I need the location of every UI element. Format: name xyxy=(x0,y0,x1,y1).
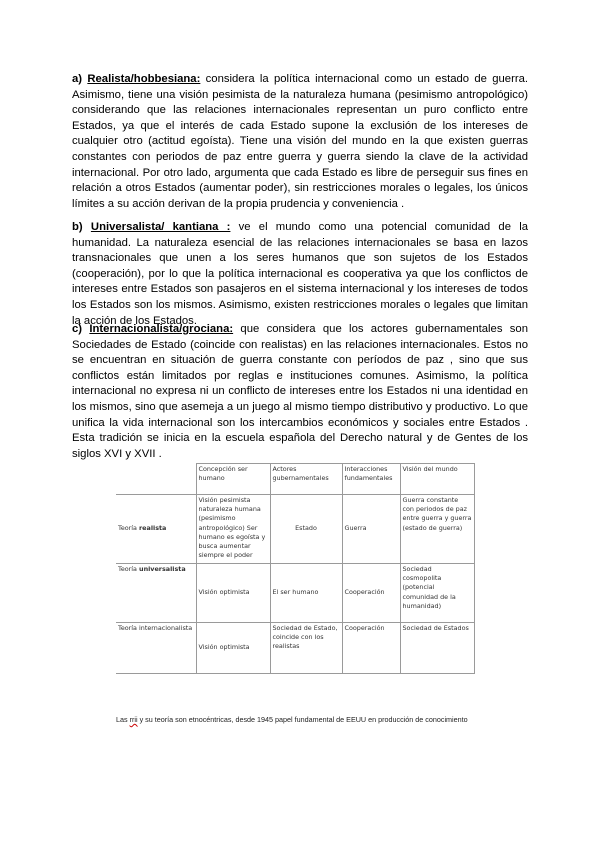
table-header-cell: Visión del mundo xyxy=(400,464,474,495)
table-row-header xyxy=(116,623,196,674)
paragraph-letter: b) xyxy=(72,221,83,233)
row-header-text: Teoría xyxy=(118,524,140,533)
paragraph-heading: Universalista/ kantiana : xyxy=(90,221,231,233)
table-cell: Guerra constante con periodos de paz entre guerra y guerra (estado de guerra) xyxy=(400,495,474,564)
row-header-text: Teoría internacionalista xyxy=(118,624,193,632)
paragraph-universalista xyxy=(72,220,528,329)
table-cell: Cooperación xyxy=(342,623,400,674)
table-header-row xyxy=(116,464,474,495)
table-header-cell: Actores gubernamentales xyxy=(270,464,342,495)
footnote-underlined: rrii xyxy=(129,715,138,724)
table-row xyxy=(116,623,474,674)
paragraph-internacionalista xyxy=(72,322,528,462)
footnote-text: y su teoría son etnocéntricas, desde 1945 papel fundamental de EEUU en producción de conocimiento xyxy=(137,715,468,724)
footnote xyxy=(116,714,476,725)
paragraph-letter: c) xyxy=(72,323,83,335)
table-cell: Sociedad cosmopolita (potencial comunidad de la humanidad) xyxy=(400,564,474,623)
row-header-bold: realista xyxy=(139,524,167,533)
table-row-header xyxy=(116,564,196,623)
paragraph-realista xyxy=(72,72,528,212)
table-cell: Sociedad de Estados xyxy=(400,623,474,674)
table-row xyxy=(116,495,474,564)
table-cell: Visión optimista xyxy=(196,564,270,623)
row-header-bold: universalista xyxy=(139,565,186,573)
row-header-text: Teoría xyxy=(118,565,140,573)
paragraph-heading: Internacionalista/grociana: xyxy=(89,323,234,335)
comparison-table xyxy=(116,463,475,674)
paragraph-heading: Realista/hobbesiana: xyxy=(87,73,201,85)
table-cell: Visión optimista xyxy=(196,623,270,674)
table-cell: Estado xyxy=(270,495,342,564)
table-corner-cell xyxy=(116,464,196,495)
table-row xyxy=(116,564,474,623)
paragraph-text: que considera que los actores gubernamentales son Sociedades de Estado (coincide con realistas) en las relaciones internacionales. Estos no se encuentran en situación de guerra constante con períodos de paz , sino que sus conflictos están limitados por reglas e instituciones comunes. Asimismo, la política internacional no expresa ni un conflicto de intereses entre los Estados ni una identidad en los mismos, sino que asemeja a un juego al mismo tiempo distributivo y productivo. Lo que unifica la vida internacional son los intercambios económicos y sociales entre Estados . Esta tradición se inicia en la escuela española del Derecho natural y de Gentes de los siglos XVI y XVII . xyxy=(72,323,528,460)
table-cell: Cooperación xyxy=(342,564,400,623)
table-cell: Sociedad de Estado, coincide con los realistas xyxy=(270,623,342,674)
paragraph-letter: a) xyxy=(72,73,83,85)
paragraph-text: ve el mundo como una potencial comunidad de la humanidad. La naturaleza esencial de las relaciones internacionales se basa en lazos transnacionales que unen a los seres humanos que son sujetos de los Estados (cooperación), por lo que la política internacional es cooperativa ya que los conflictos de intereses entre Estados son pasajeros en el sistema internacional y los intereses de todos los Estados son los mismos. Asimismo, existen restricciones morales o legales que limitan la acción de los Estados. xyxy=(72,221,529,327)
table-cell: Visión pesimista naturaleza humana (pesimismo antropológico) Ser humano es egoísta y busca aumentar siempre el poder xyxy=(196,495,270,564)
table-header-cell: Interacciones fundamentales xyxy=(342,464,400,495)
table-cell: El ser humano xyxy=(270,564,342,623)
paragraph-text: considera la política internacional como un estado de guerra. Asimismo, tiene una visión pesimista de la naturaleza humana (pesimismo antropológico) considerando que las relaciones internacionales representan un puro conflicto entre Estados, ya que el interés de cada Estado supone la exclusión de los intereses de cualquier otro (actitud egoísta). Tiene una visión del mundo en la que existen guerras constantes con periodos de paz entre guerra y guerra siendo la clave de la actividad internacional. Por otro lado, argumenta que cada Estado es libre de perseguir sus fines en relación a otros Estados (aumentar poder), sin restricciones morales o legales, los únicos límites a su acción derivan de la propia prudencia y conveniencia . xyxy=(72,73,529,210)
footnote-text: Las xyxy=(116,715,130,724)
table-header-cell: Concepción ser humano xyxy=(196,464,270,495)
table-row-header xyxy=(116,495,196,564)
table-cell: Guerra xyxy=(342,495,400,564)
